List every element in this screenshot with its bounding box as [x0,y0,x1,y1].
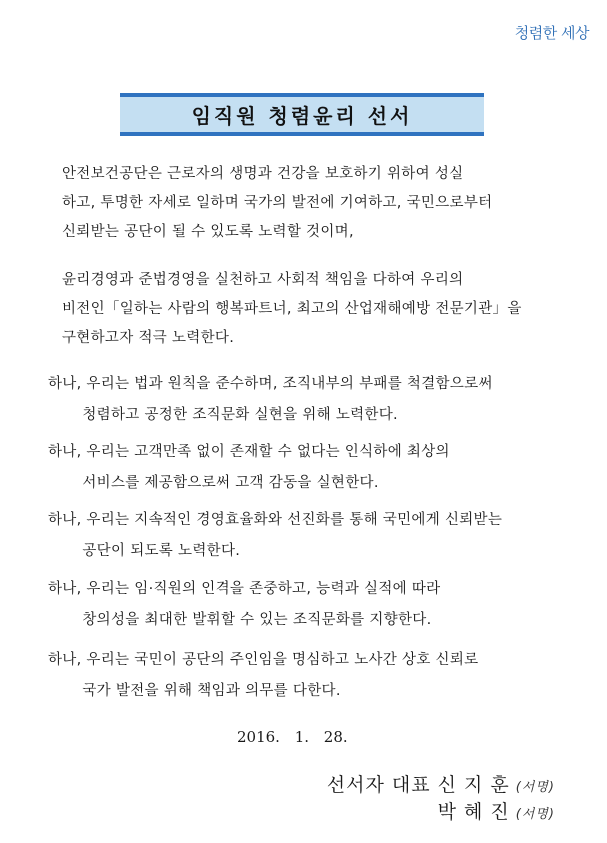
logo [515,22,589,43]
logo-text: 청렴한 세상 [514,24,589,42]
signatory-representative [327,770,555,797]
signature-mark: (서명) [515,807,555,822]
intro-paragraph-2: 윤리경영과 준법경영을 실천하고 사회적 책임을 다하여 우리의 비전인「일하는 사람의 행복파트너, 최고의 산업재해예방 전문기관」을 구현하고자 적극 노력한다. [62,272,522,346]
document-date: 2016. 1. 28. [237,728,348,746]
pledge-item: 하나, 우리는 법과 원칙을 준수하며, 조직내부의 부패를 척결함으로써 청렴하고 공정한 조직문화 실현을 위해 노력한다. [48,376,493,423]
document-title-banner [120,93,484,136]
pledge-item: 하나, 우리는 지속적인 경영효율화와 선진화를 통해 국민에게 신뢰받는 공단이 되도록 노력한다. [48,512,503,559]
signatory-second [438,797,555,824]
signatory-name: 박 혜 진 [437,801,510,823]
pledge-item: 하나, 우리는 임·직원의 인격을 존중하고, 능력과 실적에 따라 창의성을 최대한 발휘할 수 있는 조직문화를 지향한다. [48,581,441,628]
intro-paragraph-1: 안전보건공단은 근로자의 생명과 건강을 보호하기 위하여 성실 하고, 투명한 자세로 일하며 국가의 발전에 기여하고, 국민으로부터 신뢰받는 공단이 될 수 있도록 노력할 것이며, [62,166,493,240]
signature-mark: (서명) [515,780,555,795]
pledge-item: 하나, 우리는 국민이 공단의 주인임을 명심하고 노사간 상호 신뢰로 국가 발전을 위해 책임과 의무를 다한다. [48,652,479,699]
pledge-item: 하나, 우리는 고객만족 없이 존재할 수 없다는 인식하에 최상의 서비스를 제공함으로써 고객 감동을 실현한다. [48,444,450,491]
signatory-name: 선서자 대표 신 지 훈 [326,774,510,796]
document-title: 임직원 청렴윤리 선서 [191,104,413,128]
